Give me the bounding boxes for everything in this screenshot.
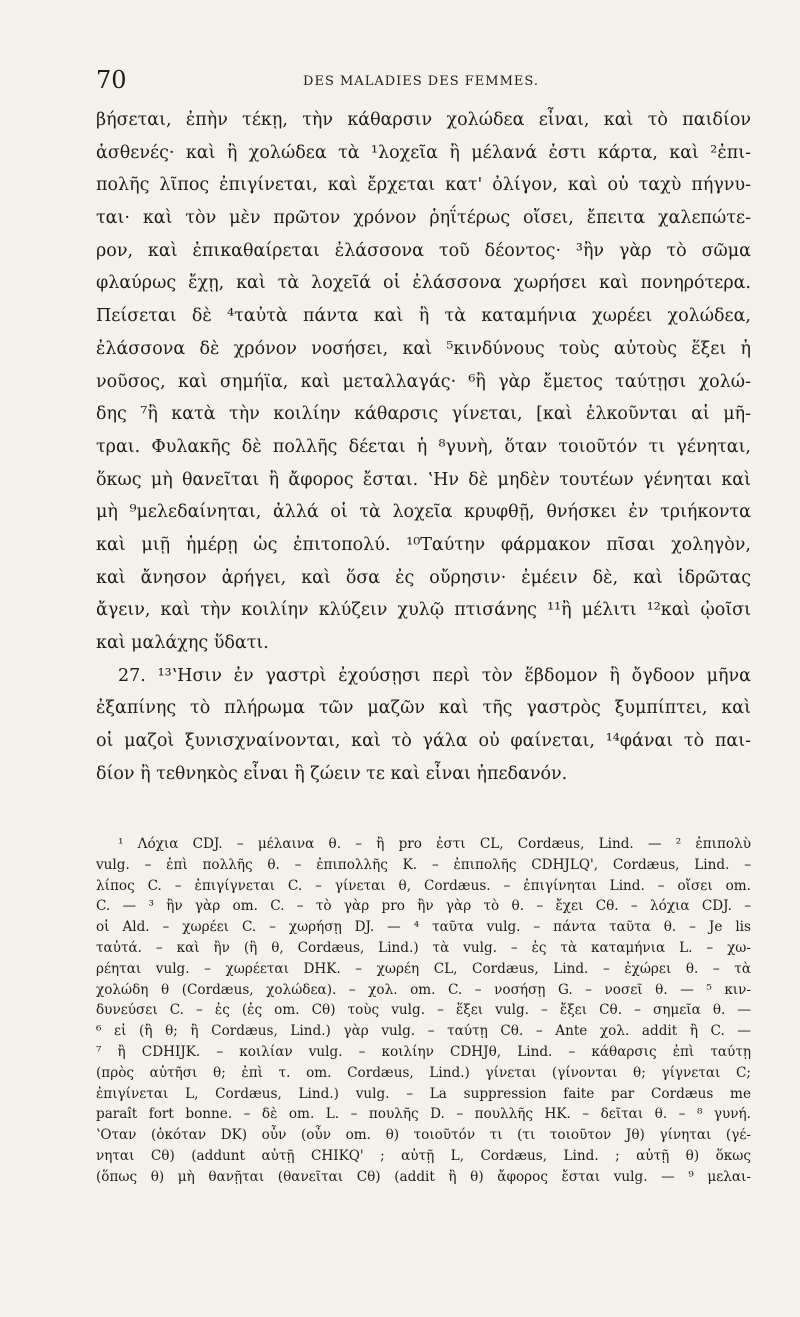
footnote-line: χολώδη θ (Cordæus, χολώδεα). – χολ. om. C. – νοσήσῃ G. – νοσεῖ θ. — ⁵ κιν- xyxy=(96,981,751,998)
main-text-line: δης ⁷ἢ κατὰ τὴν κοιλίην κάθαρσις γίνεται, [καὶ ἑλκοῦνται αἱ μῆ- xyxy=(96,404,751,425)
main-text-line: νοῦσος, καὶ σημήϊα, καὶ μεταλλαγάς· ⁶ἢ γὰρ ἔμετος ταύτῃσι χολώ- xyxy=(96,371,751,392)
footnote-line: λίπος C. – ἐπιγίγνεται C. – γίνεται θ, Cordæus. – ἐπιγίνηται Lind. – οἴσει om. xyxy=(96,877,751,894)
footnote-line: οἱ Ald. – χωρέει C. – χωρήσῃ DJ. — ⁴ ταῦτα vulg. – πάντα ταῦτα θ. – Je lis xyxy=(96,919,751,936)
footnote-line: C. — ³ ἢν γὰρ om. C. – τὸ γὰρ pro ἢν γὰρ τὸ θ. – ἔχει Cθ. – λόχια CDJ. – xyxy=(96,898,751,915)
main-text-line: βήσεται, ἐπὴν τέκῃ, τὴν κάθαρσιν χολώδεα εἶναι, καὶ τὸ παιδίον xyxy=(96,110,751,130)
footnote-line: ρέηται vulg. – χωρέεται DHK. – χωρέη CL, Cordæus, Lind. – ἐχώρει θ. – τὰ xyxy=(96,960,751,977)
footnote-line: paraît fort bonne. – δὲ om. L. – πουλῆς D. – πουλλῆς HK. – δεῖται θ. – ⁸ γυνή. xyxy=(96,1106,751,1123)
main-text-line: ὅκως μὴ θανεῖται ἢ ἄφορος ἔσται. ʽΗν δὲ μηδὲν τουτέων γένηται καὶ xyxy=(96,469,751,490)
page-header xyxy=(96,66,746,94)
footnote-line: ⁶ εἰ (ἢ θ; ἢ Cordæus, Lind.) γὰρ vulg. – ταύτῃ Cθ. – Ante χολ. addit ἢ C. — xyxy=(96,1023,751,1040)
main-text xyxy=(96,104,751,790)
footnote-line: (πρὸς αὐτῆσι θ; ἐπὶ τ. om. Cordæus, Lind.) γίνεται (γίνονται θ; γίγνεται C; xyxy=(96,1064,751,1081)
footnotes xyxy=(96,834,751,1188)
footnote-line: νηται Cθ) (addunt αὐτῇ CHIKQ' ; αὐτῇ L, Cordæus, Lind. ; αὐτῇ θ) ὅκως xyxy=(96,1147,751,1164)
main-text-line: δίον ἢ τεθνηκὸς εἶναι ἢ ζώειν τε καὶ εἶναι ἠπεδανόν. xyxy=(96,763,568,784)
footnote-line: ταὐτά. – καὶ ἢν (ἢ θ, Cordæus, Lind.) τὰ vulg. – ἐς τὰ καταμήνια L. – χω- xyxy=(96,939,751,956)
footnote-line: (ὅπως θ) μὴ θανῇται (θανεῖται Cθ) (addit ἢ θ) ἄφορος ἔσται vulg. — ⁹ μελαι- xyxy=(96,1168,751,1185)
footnote-line: δυνεύσει C. – ἐς (ἐς om. Cθ) τοὺς vulg. – ἕξει vulg. – ἔξει Cθ. – σημεῖα θ. — xyxy=(96,1002,751,1019)
main-text-line: ρον, καὶ ἐπικαθαίρεται ἐλάσσονα τοῦ δέοντος· ³ἢν γὰρ τὸ σῶμα xyxy=(96,240,751,261)
main-text-line: ται· καὶ τὸν μὲν πρῶτον χρόνον ῥηΐτέρως οἴσει, ἔπειτα χαλεπώτε- xyxy=(96,208,751,229)
main-text-line: ἄγειν, καὶ τὴν κοιλίην κλύζειν χυλῷ πτισάνης ¹¹ἢ μέλιτι ¹²καὶ ᾠοῖσι xyxy=(96,600,751,621)
main-text-line: ἐλάσσονα δὲ χρόνον νοσήσει, καὶ ⁵κινδύνους τοὺς αὐτοὺς ἕξει ἡ xyxy=(96,338,751,359)
footnote-line: ʽΟταν (ὁκόταν DK) οὖν (οὖν om. θ) τοιοῦτόν τι (τι τοιοῦτον Jθ) γίνηται (γέ- xyxy=(96,1127,751,1144)
main-text-line: καὶ μιῇ ἡμέρῃ ὡς ἐπιτοπολύ. ¹⁰Ταύτην φάρμακον πῖσαι χοληγὸν, xyxy=(96,534,751,555)
main-text-line: τραι. Φυλακῆς δὲ πολλῆς δέεται ἡ ⁸γυνὴ, ὅταν τοιοῦτόν τι γένηται, xyxy=(96,436,751,457)
main-text-line: οἱ μαζοὶ ξυνισχναίνονται, καὶ τὸ γάλα οὐ φαίνεται, ¹⁴φάναι τὸ παι- xyxy=(96,731,751,752)
main-text-line: φλαύρως ἔχῃ, καὶ τὰ λοχεῖά οἱ ἐλάσσονα χωρήσει καὶ πονηρότερα. xyxy=(96,273,751,294)
page-number: 70 xyxy=(96,66,127,94)
main-text-line: Πείσεται δὲ ⁴ταὐτὰ πάντα καὶ ἢ τὰ καταμήνια χωρέει χολώδεα, xyxy=(96,306,751,327)
main-text-line: καὶ ἄνησον ἀρήγει, καὶ ὅσα ἐς οὔρησιν· ἐμέειν δὲ, καὶ ἱδρῶτας xyxy=(96,567,751,588)
main-text-line: 27. ¹³ʽΗσιν ἐν γαστρὶ ἐχούσῃσι περὶ τὸν ἕβδομον ἢ ὄγδοον μῆνα xyxy=(118,665,751,686)
main-text-line: ἐξαπίνης τὸ πλήρωμα τῶν μαζῶν καὶ τῆς γαστρὸς ξυμπίπτει, καὶ xyxy=(96,698,751,719)
footnote-line: ⁷ ἢ CDHIJK. – κοιλίαν vulg. – κοιλίην CDHJθ, Lind. – κάθαρσις ἐπὶ ταύτῃ xyxy=(96,1043,751,1060)
main-text-line: ἀσθενές· καὶ ἢ χολώδεα τὰ ¹λοχεῖα ἢ μέλανά ἐστι κάρτα, καὶ ²ἐπι- xyxy=(96,142,751,163)
main-text-line: καὶ μαλάχης ὕδατι. xyxy=(96,633,269,653)
footnote-line: vulg. – ἐπὶ πολλῆς θ. – ἐπιπολλῆς K. – ἐπιπολῆς CDHJLQ', Cordæus, Lind. – xyxy=(96,856,751,873)
running-title: DES MALADIES DES FEMMES. xyxy=(303,74,539,89)
main-text-line: πολῆς λῖπος ἐπιγίνεται, καὶ ἔρχεται κατ' ὀλίγον, καὶ οὐ ταχὺ πήγνυ- xyxy=(96,175,751,196)
footnote-line: ἐπιγίνεται L, Cordæus, Lind.) vulg. – La suppression faite par Cordæus me xyxy=(96,1085,751,1102)
main-text-line: μὴ ⁹μελεδαίνηται, ἀλλά οἱ τὰ λοχεῖα κρυφθῇ, θνήσκει ἐν τριήκοντα xyxy=(96,502,751,523)
footnote-line: ¹ Λόχια CDJ. – μέλαινα θ. – ἢ pro ἐστι CL, Cordæus, Lind. — ² ἐπιπολὺ xyxy=(118,836,751,852)
